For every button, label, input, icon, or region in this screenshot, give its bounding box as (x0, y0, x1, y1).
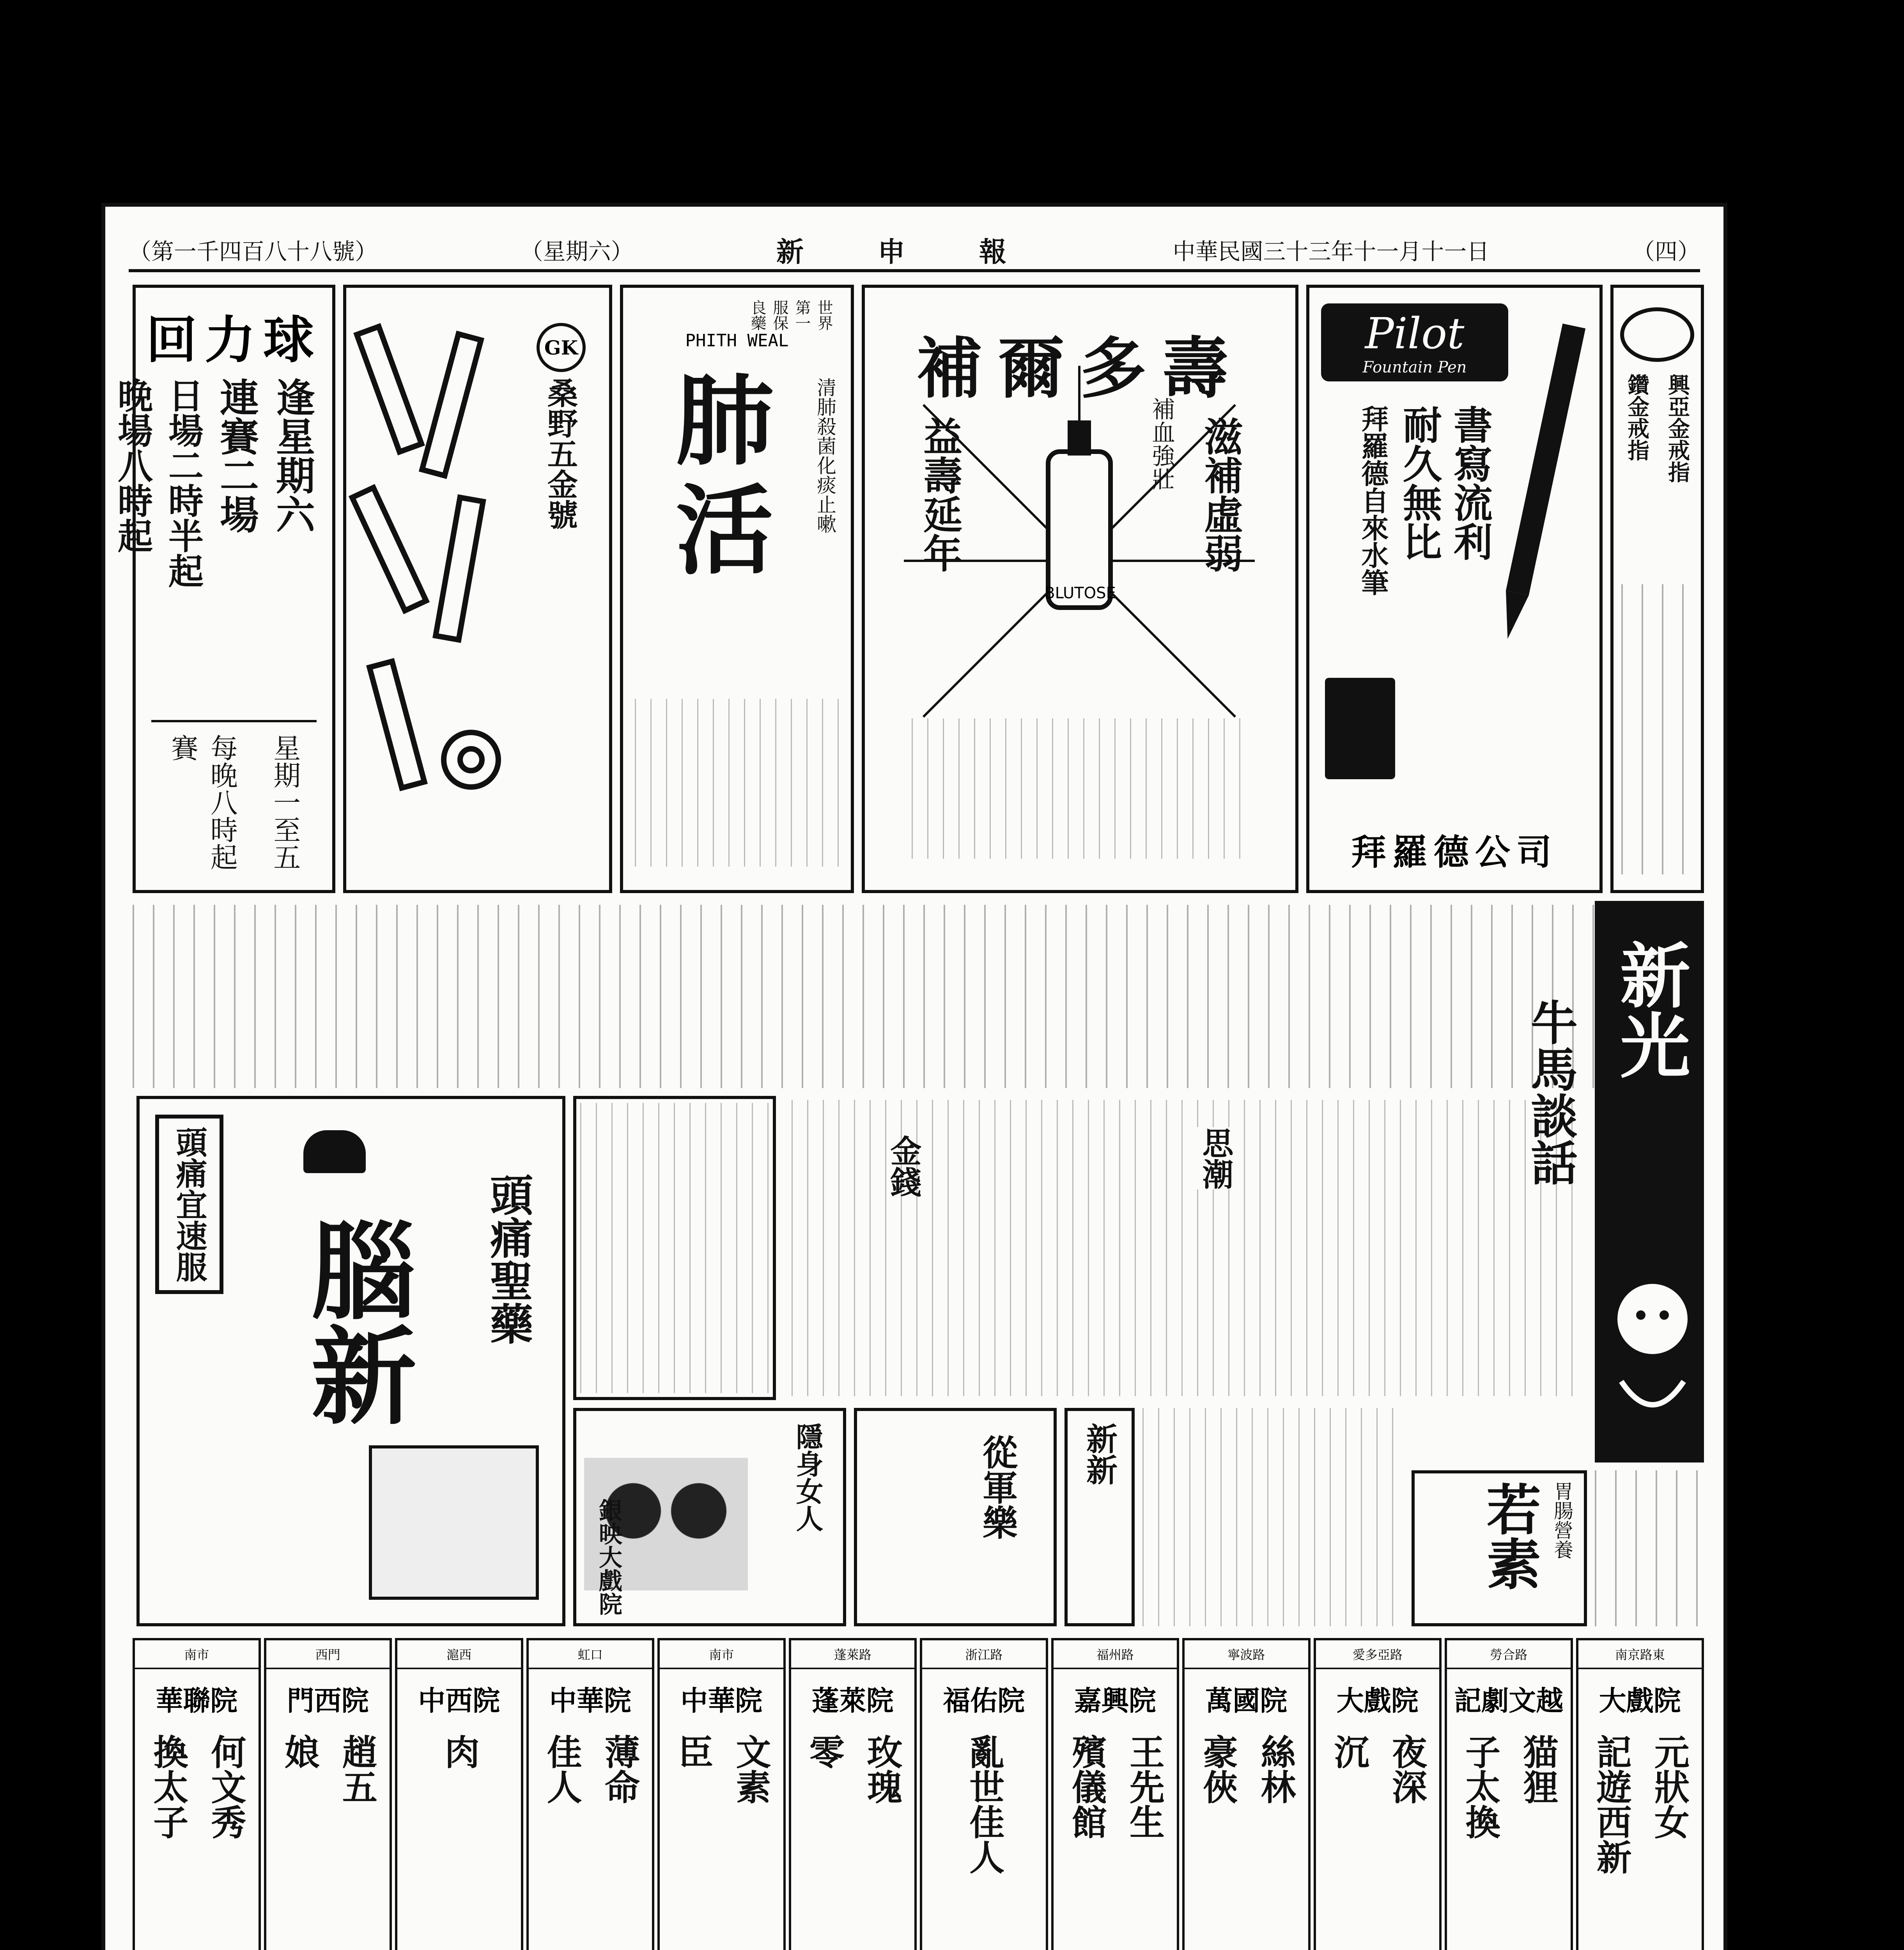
hat-logo-icon (303, 1130, 366, 1173)
gk-logo-icon (537, 323, 586, 372)
theater-name: 中華院 (680, 1684, 763, 1717)
bu-li-duo-ad (862, 285, 1298, 893)
cinema-title: 銀映大戲院 (595, 1498, 622, 1615)
theater-location: 寧波路 (1185, 1640, 1308, 1669)
pilot-company: 拜羅德公司 (1351, 831, 1558, 873)
theater-program: 何文秀 (205, 1734, 246, 1839)
pilot-maker: 拜羅德自來水筆 (1357, 405, 1389, 596)
xin-xin-ad (1064, 1408, 1135, 1626)
ring-brand: 鑽金戒指 (1624, 374, 1650, 461)
xin-guang-title: 新光 (1608, 939, 1691, 1080)
theater-program: 臣 (672, 1734, 714, 1769)
theater-listing (1576, 1638, 1704, 1950)
pilot-pen-ad (1306, 285, 1603, 893)
theater-program: 薄命 (598, 1734, 640, 1804)
theater-name: 蓬萊院 (811, 1684, 894, 1717)
gk-mark: GK (544, 336, 578, 359)
masthead (129, 230, 1700, 272)
hui-li-qiu-line3: 日場二時半起 (162, 378, 204, 588)
nao-xin-stamp: 頭痛宜速服 (155, 1115, 223, 1294)
pilot-brand-sub: Fountain Pen (1362, 358, 1467, 376)
article-columns-upper (133, 905, 1677, 1088)
cong-jun-le-ad (854, 1408, 1057, 1626)
gk-brand: 桑野五金號 (542, 378, 578, 530)
bu-li-duo-text-block (912, 718, 1249, 859)
hui-li-qiu-line2: 連賽二場 (213, 378, 259, 534)
theater-listing (395, 1638, 523, 1950)
pilot-line2: 耐久無比 (1396, 405, 1442, 561)
theater-program: 娘 (278, 1734, 320, 1769)
si-chao-title: 思潮 (1193, 1127, 1238, 1190)
theater-location: 南市 (135, 1640, 259, 1669)
ring-text-block (1621, 584, 1693, 874)
theater-location: 浙江路 (922, 1640, 1046, 1669)
hui-li-qiu-foot2: 每晚八時起賽 (166, 734, 238, 870)
fei-huo-ad (620, 285, 854, 893)
theater-program: 豪俠 (1197, 1734, 1238, 1804)
jin-qian-text (580, 1103, 769, 1393)
paper-name: 新 申 報 (776, 235, 1030, 268)
ink-bottle-icon (1325, 678, 1395, 779)
hui-li-qiu-line4: 晚場八時起 (112, 378, 153, 553)
bu-li-duo-right1: 滋補虛弱 (1197, 417, 1243, 573)
nao-xin-package-icon (369, 1445, 539, 1600)
hui-li-qiu-title: 回力球 (146, 310, 322, 370)
theater-listing (264, 1638, 392, 1950)
issue-number: （第一千四百八十八號） (129, 238, 378, 265)
pilot-logo-plate (1321, 303, 1508, 381)
theater-program: 絲林 (1254, 1734, 1296, 1804)
xin-guang-banner (1595, 901, 1704, 1462)
theater-program: 亂世佳人 (963, 1734, 1005, 1874)
theater-program: 肉 (438, 1734, 480, 1769)
theater-program: 猫狸 (1517, 1734, 1559, 1804)
hui-li-qiu-ad (112, 285, 335, 893)
article-columns-right (1595, 1470, 1704, 1626)
theater-name: 中華院 (549, 1684, 631, 1717)
theater-location: 福州路 (1054, 1640, 1177, 1669)
ruo-su-sub: 胃腸營養 (1551, 1481, 1573, 1559)
theater-listing (1445, 1638, 1573, 1950)
theater-program: 沉 (1328, 1734, 1369, 1769)
theater-name: 嘉興院 (1074, 1684, 1156, 1717)
hui-li-qiu-line1: 逢星期六 (269, 378, 315, 534)
theater-name: 福佑院 (943, 1684, 1025, 1717)
fei-huo-text-block (635, 699, 839, 867)
jin-qian-title: 金錢 (881, 1135, 926, 1197)
ruo-su-ad (1412, 1470, 1587, 1626)
xin-xin-title: 新新 (1081, 1423, 1118, 1485)
article-columns-mid (792, 1100, 1583, 1396)
fei-huo-slogan: 清肺殺菌化痰止嗽 (814, 378, 836, 534)
theater-location: 虹口 (529, 1640, 652, 1669)
theater-name: 記劇文越 (1454, 1684, 1564, 1717)
theater-listing (133, 1638, 261, 1950)
bu-li-duo-left: 補血強壯 (1148, 397, 1175, 491)
gk-hardware-ad (343, 285, 612, 893)
theater-listing (526, 1638, 655, 1950)
theater-listing (789, 1638, 917, 1950)
issue-date: 中華民國三十三年十一月十一日 (1173, 238, 1490, 265)
theater-location: 西門 (266, 1640, 390, 1669)
theater-listing (1314, 1638, 1442, 1950)
cinema-ad (573, 1408, 846, 1626)
fei-huo-tagline: 世界第一服保良藥 (748, 300, 833, 331)
portrait-sketch-icon (1606, 1264, 1699, 1428)
article-columns-lower (1142, 1408, 1404, 1626)
pilot-line1: 書寫流利 (1447, 405, 1493, 561)
theater-name: 萬國院 (1205, 1684, 1288, 1717)
theater-program: 趙五 (336, 1734, 377, 1804)
cong-jun-le-title: 從軍樂 (976, 1434, 1018, 1540)
theater-location: 勞合路 (1447, 1640, 1571, 1669)
nao-xin-sub: 頭痛聖藥 (483, 1173, 533, 1345)
newspaper-page (101, 203, 1727, 1950)
theater-listing (1051, 1638, 1180, 1950)
theater-program: 佳人 (540, 1734, 582, 1804)
gold-ring-ad (1610, 285, 1704, 893)
theater-name: 大戲院 (1599, 1684, 1681, 1717)
ring-icon (1620, 307, 1694, 362)
bolts-illustration-icon (354, 311, 518, 857)
nao-xin-title: 腦新 (294, 1216, 418, 1427)
theater-program: 零 (803, 1734, 845, 1769)
weekday: （星期六） (520, 238, 634, 265)
theater-program: 夜深 (1385, 1734, 1427, 1804)
theater-location: 滬西 (397, 1640, 521, 1669)
theater-name: 門西院 (287, 1684, 369, 1717)
page-number: （四） (1632, 238, 1700, 265)
theater-location: 愛多亞路 (1316, 1640, 1440, 1669)
nao-xin-ad (136, 1096, 565, 1626)
cinema-film: 隱身女人 (792, 1423, 824, 1532)
theater-program: 文素 (730, 1734, 771, 1804)
theater-location: 南市 (660, 1640, 783, 1669)
fei-huo-en: PHITH WEAL (685, 331, 789, 351)
theater-listing (920, 1638, 1048, 1950)
theater-program: 玫瑰 (861, 1734, 902, 1804)
theater-name: 華聯院 (156, 1684, 238, 1717)
ruo-su-title: 若素 (1477, 1481, 1541, 1590)
hui-li-qiu-foot1: 星期一至五 (269, 734, 301, 870)
theater-program: 記遊西新 (1590, 1734, 1632, 1874)
theater-program: 元狀女 (1648, 1734, 1690, 1839)
bu-li-duo-title: 補爾多壽 (916, 330, 1244, 408)
theater-name: 中西院 (418, 1684, 500, 1717)
bu-li-duo-brand: BLUTOSE (1044, 584, 1116, 602)
theater-program: 子太換 (1459, 1734, 1501, 1839)
fei-huo-title: 肺活 (659, 370, 774, 588)
jin-qian-column (573, 1096, 776, 1400)
fountain-pen-icon (1506, 307, 1584, 658)
theater-listing (1182, 1638, 1311, 1950)
bu-li-duo-right2: 益壽延年 (917, 417, 963, 573)
theater-name: 大戲院 (1336, 1684, 1419, 1717)
theater-program: 換太子 (147, 1734, 189, 1839)
theater-location: 蓬萊路 (791, 1640, 915, 1669)
theater-listing (657, 1638, 786, 1950)
theater-program: 王先生 (1123, 1734, 1165, 1839)
ring-title: 興亞金戒指 (1665, 374, 1690, 483)
pilot-brand: Pilot (1365, 308, 1465, 358)
theater-location: 南京路東 (1578, 1640, 1702, 1669)
niu-ma-title: 牛馬談話 (1523, 998, 1578, 1186)
theater-program: 殯儀館 (1065, 1734, 1107, 1839)
